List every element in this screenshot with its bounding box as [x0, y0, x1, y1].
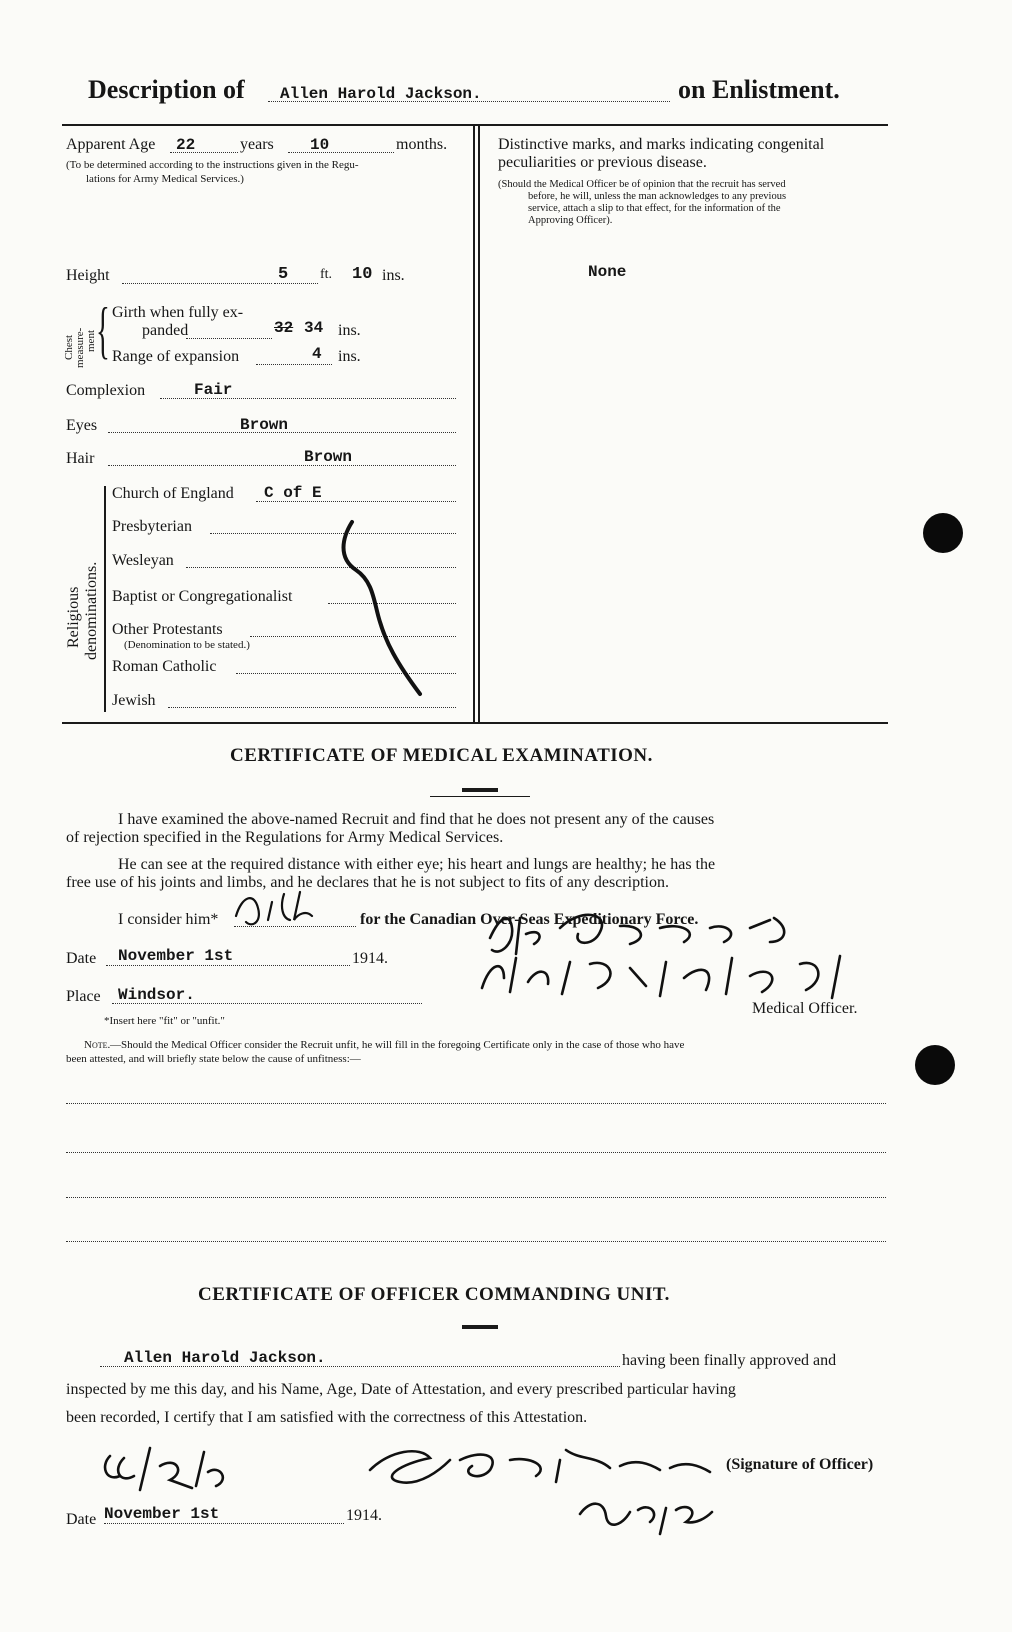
religion-coe-line — [256, 501, 456, 502]
medical-consider-suffix: for the Canadian Over-Seas Expeditionary Force. — [360, 911, 699, 928]
age-months-value: 10 — [310, 136, 330, 154]
box-bottom-rule — [62, 722, 888, 724]
commanding-officer-signature — [360, 1430, 720, 1540]
height-ft-value: 5 — [278, 265, 289, 284]
header-suffix: on Enlistment. — [678, 75, 840, 104]
commanding-date-year: 1914. — [346, 1507, 382, 1524]
eyes-value: Brown — [240, 416, 289, 434]
age-years-value: 22 — [176, 136, 196, 154]
chest-side-label-2: measure- — [74, 327, 86, 368]
distinctive-note-line1: (Should the Medical Officer be of opinion that the recruit has served — [498, 179, 786, 190]
religion-side-label-2: denominations. — [83, 561, 100, 660]
age-months-label: months. — [396, 136, 448, 153]
commanding-date-value: November 1st — [104, 1505, 220, 1523]
height-ft-label: ft. — [320, 267, 333, 282]
height-ins-label: ins. — [382, 267, 405, 284]
medical-para2-line1: He can see at the required distance with either eye; his heart and lungs are healthy; he has the — [118, 856, 716, 873]
height-label: Height — [66, 267, 110, 284]
chest-girth-struck: 32 — [274, 319, 294, 337]
medical-insert-note: *Insert here "fit" or "unfit." — [104, 1015, 225, 1027]
medical-title-rule — [430, 796, 530, 797]
hair-value: Brown — [304, 448, 353, 466]
medical-place-line — [112, 1003, 422, 1004]
chest-girth-label-1: Girth when fully ex- — [112, 304, 244, 321]
medical-consider-prefix: I consider him* — [118, 911, 219, 928]
religion-presbyterian: Presbyterian — [112, 518, 192, 535]
medical-para2-line2: free use of his joints and limbs, and he declares that he is not subject to fits of any description. — [66, 874, 669, 891]
distinctive-note-line3: service, attach a slip to that effect, for the information of the — [528, 203, 781, 214]
medical-date-value: November 1st — [118, 947, 234, 965]
commanding-signature-label: (Signature of Officer) — [726, 1456, 874, 1473]
medical-title: CERTIFICATE OF MEDICAL EXAMINATION. — [230, 745, 653, 766]
medical-para1-line1: I have examined the above-named Recruit and find that he does not present any of the causes — [118, 811, 715, 828]
medical-note-label: Note. — [84, 1039, 111, 1051]
header-prefix: Description of — [88, 75, 245, 104]
religion-other-protestants: Other Protestants — [112, 621, 223, 638]
medical-date-year: 1914. — [352, 950, 388, 967]
commanding-name-line — [100, 1366, 620, 1367]
eyes-line — [108, 432, 456, 433]
medical-officer-label: Medical Officer. — [752, 1000, 858, 1017]
column-divider-a — [473, 126, 475, 724]
distinctive-label-line1: Distinctive marks, and marks indicating congenital — [498, 136, 825, 153]
religion-jewish-line — [168, 707, 456, 708]
medical-fit-handwriting — [228, 886, 338, 930]
medical-place-value: Windsor. — [118, 986, 195, 1004]
chest-range-value: 4 — [312, 345, 322, 363]
medical-note-line1: —Should the Medical Officer consider the Recruit unfit, he will fill in the foregoing Certificate only in the case of those who have — [110, 1039, 685, 1051]
unfitness-line-3 — [66, 1197, 886, 1198]
age-months-line — [288, 152, 394, 153]
medical-title-mark — [462, 788, 498, 792]
medical-date-label: Date — [66, 950, 97, 967]
religion-roman-catholic: Roman Catholic — [112, 658, 217, 675]
chest-range-line — [256, 364, 332, 365]
unfitness-line-4 — [66, 1241, 886, 1242]
denomination-strike-mark — [340, 518, 440, 698]
distinctive-note-line4: Approving Officer). — [528, 215, 613, 226]
distinctive-value: None — [588, 263, 627, 281]
age-note-line2: lations for Army Medical Services.) — [86, 173, 244, 185]
age-years-label: years — [240, 136, 274, 153]
chest-girth-label-2: panded — [142, 322, 189, 339]
age-years-line — [170, 152, 238, 153]
religion-jewish: Jewish — [112, 692, 156, 709]
distinctive-label-line2: peculiarities or previous disease. — [498, 154, 707, 171]
religion-other-note: (Denomination to be stated.) — [124, 639, 250, 651]
complexion-label: Complexion — [66, 382, 146, 399]
distinctive-note-line2: before, he will, unless the man acknowledges to any previous — [528, 191, 787, 202]
punch-hole-upper — [923, 513, 963, 553]
age-label: Apparent Age — [66, 136, 156, 153]
medical-officer-signature — [470, 898, 890, 1008]
chest-girth-value: 34 — [304, 319, 324, 337]
commanding-date-label: Date — [66, 1511, 97, 1528]
height-ft-line — [274, 283, 318, 284]
commanding-line1-suffix: having been finally approved and — [622, 1352, 837, 1369]
height-ins-value: 10 — [352, 265, 373, 284]
religion-bracket — [104, 486, 106, 712]
religion-church-of-england-value: C of E — [264, 484, 322, 502]
column-divider-b — [478, 126, 480, 724]
header-name-line — [268, 101, 670, 102]
unfitness-line-1 — [66, 1103, 886, 1104]
commanding-recruit-name: Allen Harold Jackson. — [124, 1349, 326, 1367]
complexion-value: Fair — [194, 381, 233, 399]
religion-church-of-england-label: Church of England — [112, 485, 234, 502]
commanding-date-line — [104, 1523, 344, 1524]
religion-wesleyan: Wesleyan — [112, 552, 174, 569]
age-note-line1: (To be determined according to the instructions given in the Regu- — [66, 159, 359, 171]
chest-range-label: Range of expansion — [112, 348, 240, 365]
commanding-initials — [100, 1436, 250, 1496]
commanding-line3: been recorded, I certify that I am satisfied with the correctness of this Attestation. — [66, 1409, 588, 1426]
chest-side-label-3: ment — [85, 330, 97, 352]
religion-baptist: Baptist or Congregationalist — [112, 588, 293, 605]
hair-line — [108, 465, 456, 466]
punch-hole-lower — [915, 1045, 955, 1085]
commanding-title-mark — [462, 1325, 498, 1329]
religion-side-label-1: Religious — [65, 586, 82, 648]
unfitness-line-2 — [66, 1152, 886, 1153]
eyes-label: Eyes — [66, 417, 98, 434]
medical-para1-line2: of rejection specified in the Regulations for Army Medical Services. — [66, 829, 504, 846]
header-recruit-name: Allen Harold Jackson. — [280, 85, 482, 103]
chest-range-unit: ins. — [338, 348, 361, 365]
hair-label: Hair — [66, 450, 95, 467]
commanding-title: CERTIFICATE OF OFFICER COMMANDING UNIT. — [198, 1284, 670, 1305]
top-rule — [62, 124, 888, 126]
height-line — [122, 283, 272, 284]
chest-girth-unit: ins. — [338, 322, 361, 339]
chest-brace: { — [96, 294, 110, 365]
chest-girth-line — [186, 338, 272, 339]
medical-place-label: Place — [66, 988, 101, 1005]
commanding-line2: inspected by me this day, and his Name, Age, Date of Attestation, and every prescribed particular having — [66, 1381, 736, 1398]
chest-side-label-1: Chest — [63, 334, 75, 360]
medical-note-line2: been attested, and will briefly state below the cause of unfitness:— — [66, 1053, 361, 1065]
medical-date-line — [106, 965, 350, 966]
complexion-line — [160, 398, 456, 399]
